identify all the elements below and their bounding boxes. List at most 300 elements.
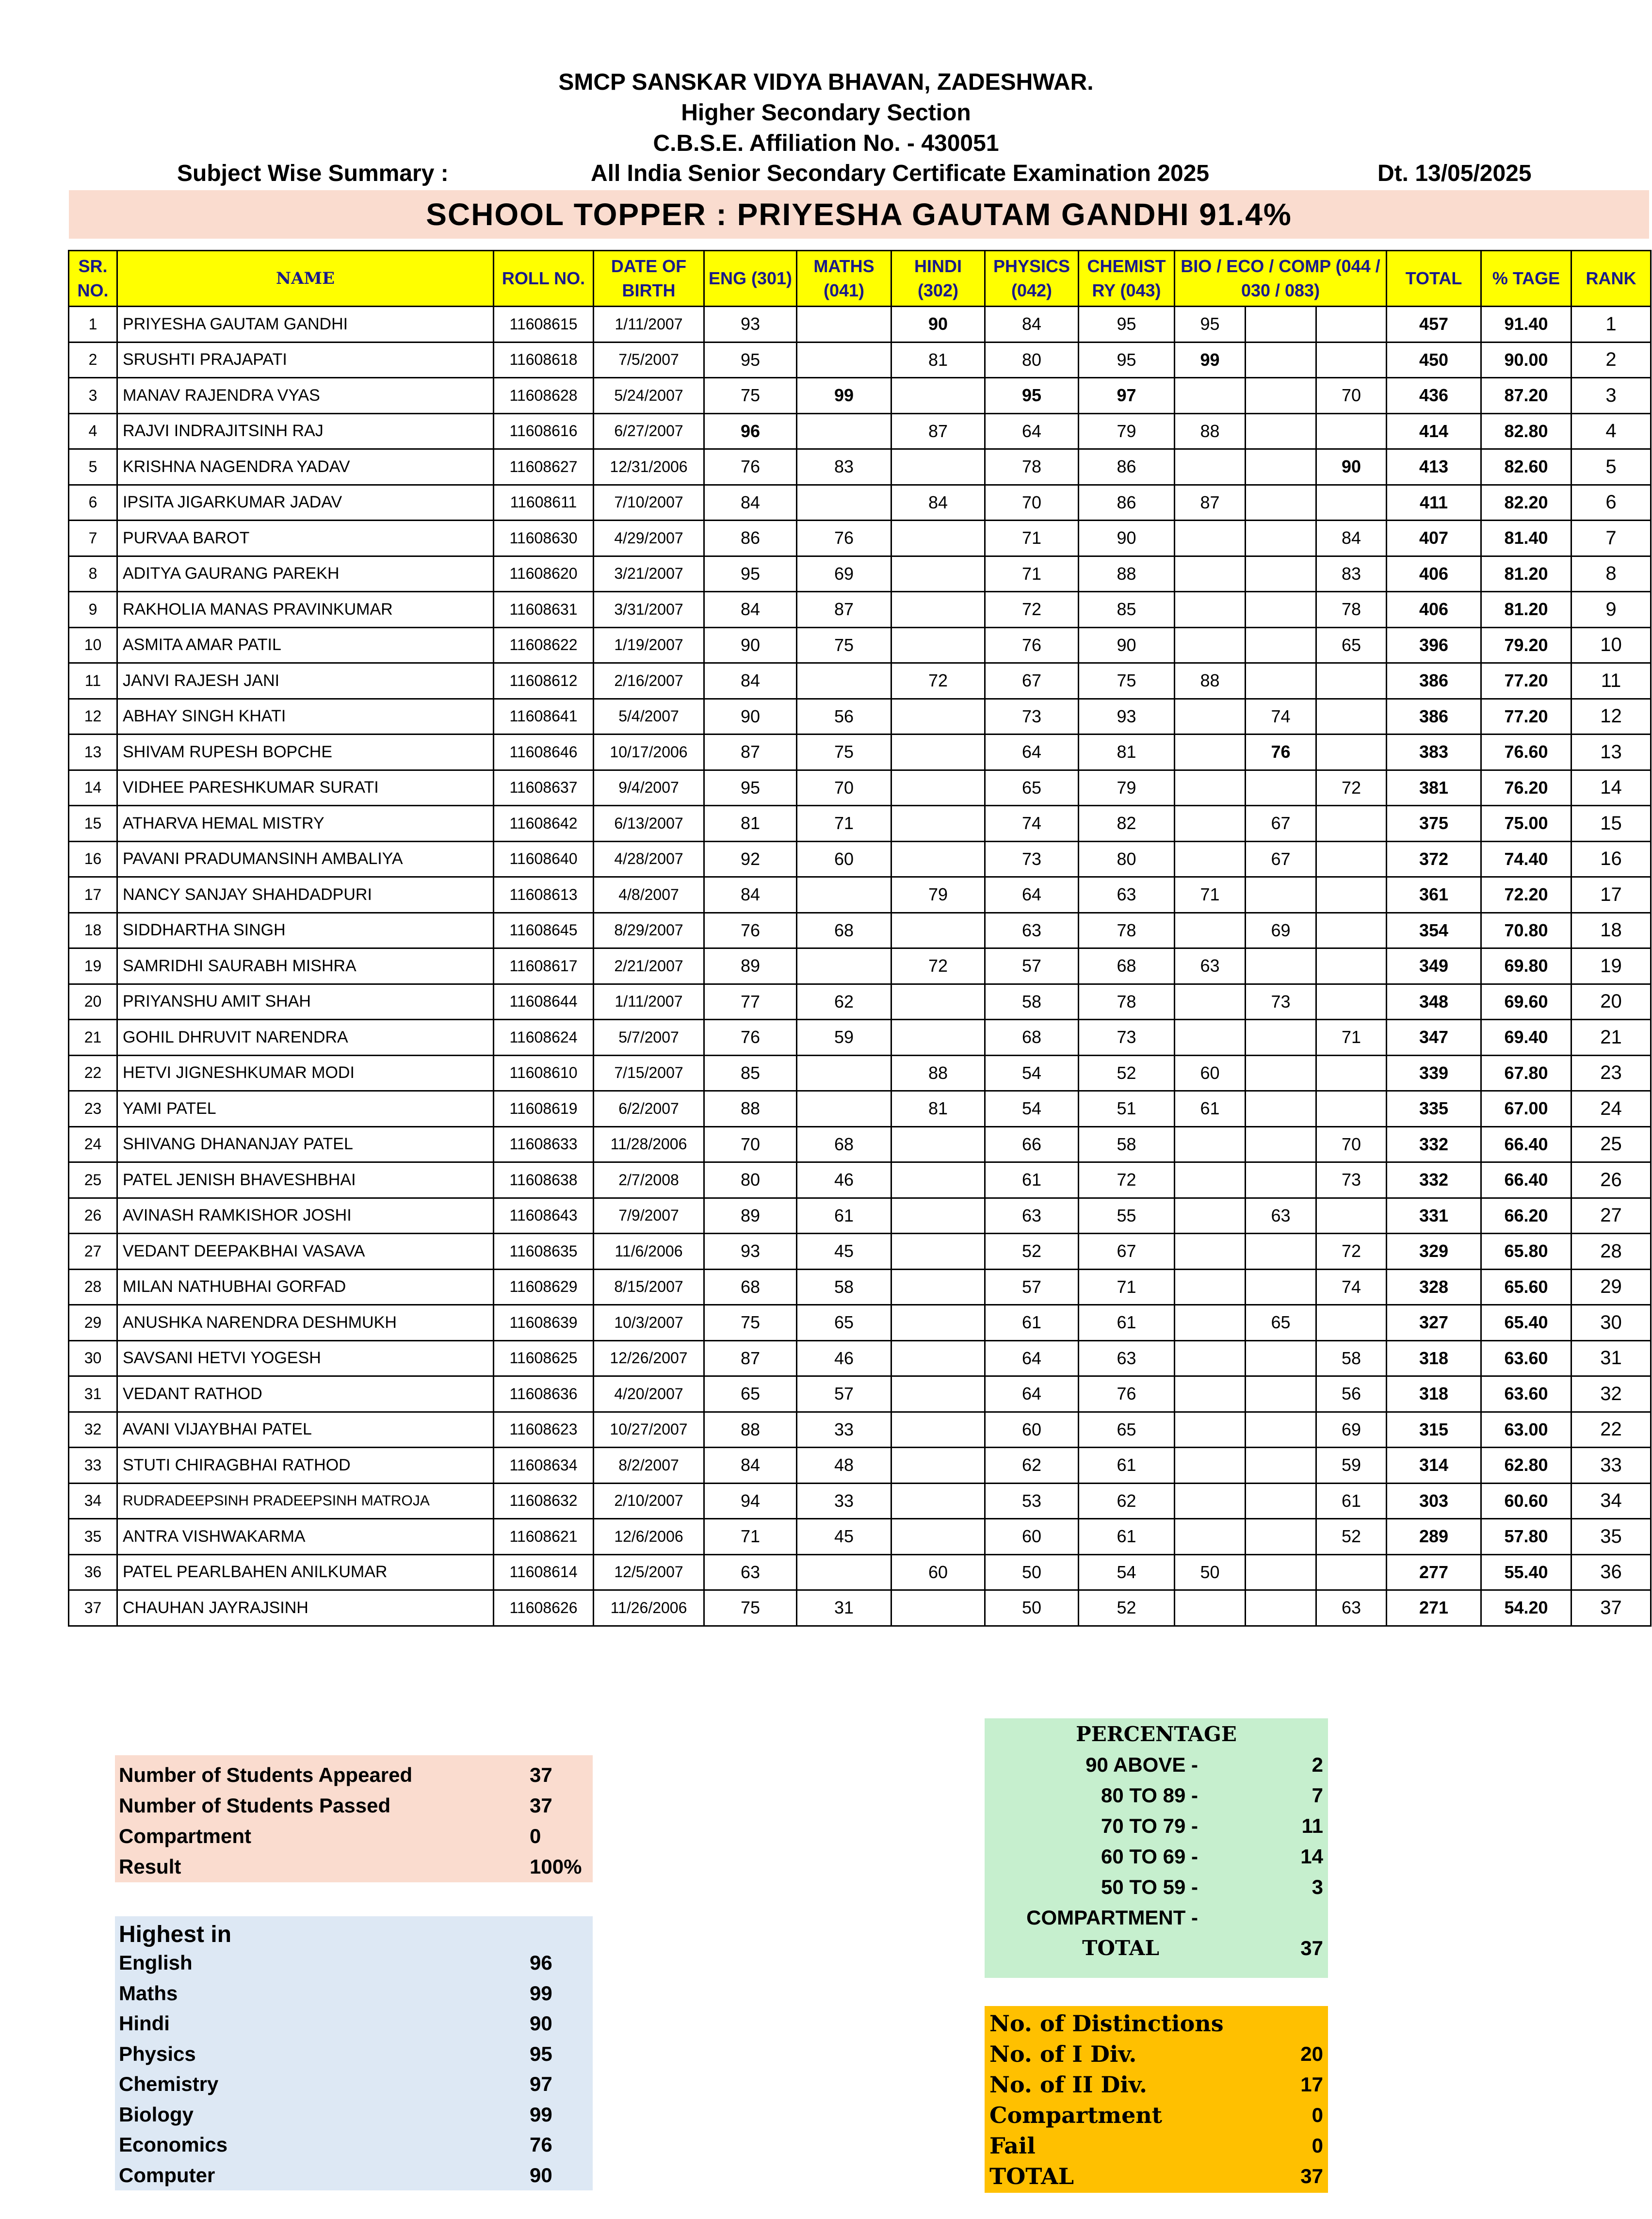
- cell-eco: [1246, 307, 1316, 343]
- cell-pct: 81.20: [1481, 592, 1571, 628]
- result-summary-panel: [115, 1755, 593, 1882]
- cell-sr: 27: [69, 1234, 117, 1270]
- percentage-distribution-panel: [985, 1718, 1328, 1978]
- cell-pct: 60.60: [1481, 1483, 1571, 1519]
- cell-roll: 11608632: [494, 1483, 594, 1519]
- cell-total: 406: [1387, 556, 1481, 592]
- cell-eco: [1246, 1376, 1316, 1412]
- percentage-label: 50 TO 59 -: [1101, 1876, 1198, 1898]
- cell-eco: [1246, 449, 1316, 485]
- cell-sr: 1: [69, 307, 117, 343]
- cell-chem: 54: [1079, 1554, 1175, 1590]
- cell-comp: [1316, 1055, 1387, 1091]
- cell-pct: 81.20: [1481, 556, 1571, 592]
- cell-pct: 79.20: [1481, 627, 1571, 663]
- cell-sr: 21: [69, 1020, 117, 1056]
- cell-eco: [1246, 378, 1316, 414]
- cell-eco: [1246, 485, 1316, 521]
- cell-sr: 35: [69, 1519, 117, 1555]
- cell-comp: [1316, 699, 1387, 734]
- cell-name: ADITYA GAURANG PAREKH: [117, 556, 494, 592]
- highest-value: 76: [530, 2133, 552, 2156]
- cell-physics: 64: [985, 1376, 1079, 1412]
- cell-rank: 21: [1571, 1020, 1651, 1056]
- cell-chem: 97: [1079, 378, 1175, 414]
- cell-hindi: [891, 1234, 985, 1270]
- cell-eco: [1246, 592, 1316, 628]
- cell-rank: 4: [1571, 413, 1651, 449]
- cell-physics: 66: [985, 1126, 1079, 1162]
- cell-eng: 93: [704, 1234, 797, 1270]
- cell-pct: 75.00: [1481, 806, 1571, 842]
- cell-total: 327: [1387, 1305, 1481, 1341]
- cell-total: 372: [1387, 841, 1481, 877]
- cell-roll: 11608613: [494, 877, 594, 913]
- cell-pct: 82.20: [1481, 485, 1571, 521]
- cell-bio: [1175, 1448, 1246, 1484]
- cell-bio: [1175, 1519, 1246, 1555]
- cell-physics: 72: [985, 592, 1079, 628]
- cell-bio: [1175, 734, 1246, 770]
- cell-rank: 1: [1571, 307, 1651, 343]
- cell-physics: 80: [985, 342, 1079, 378]
- summary-label: Compartment: [119, 1825, 252, 1847]
- cell-name: NANCY SANJAY SHAHDADPURI: [117, 877, 494, 913]
- table-row: [69, 913, 1651, 948]
- cell-chem: 78: [1079, 984, 1175, 1020]
- cell-roll: 11608646: [494, 734, 594, 770]
- cell-physics: 54: [985, 1055, 1079, 1091]
- cell-name: SAMRIDHI SAURABH MISHRA: [117, 948, 494, 984]
- cell-hindi: [891, 841, 985, 877]
- cell-eco: [1246, 1340, 1316, 1376]
- cell-name: PRIYESHA GAUTAM GANDHI: [117, 307, 494, 343]
- division-label: Fail: [989, 2133, 1036, 2159]
- cell-physics: 64: [985, 734, 1079, 770]
- cell-comp: 90: [1316, 449, 1387, 485]
- table-row: [69, 307, 1651, 343]
- cell-comp: 52: [1316, 1519, 1387, 1555]
- cell-eng: 80: [704, 1162, 797, 1198]
- cell-eng: 95: [704, 770, 797, 806]
- cell-total: 411: [1387, 485, 1481, 521]
- cell-maths: 33: [797, 1412, 891, 1448]
- cell-comp: [1316, 307, 1387, 343]
- cell-maths: 58: [797, 1269, 891, 1305]
- table-row: [69, 1412, 1651, 1448]
- cell-bio: [1175, 841, 1246, 877]
- cell-roll: 11608640: [494, 841, 594, 877]
- cell-bio: 63: [1175, 948, 1246, 984]
- cell-dob: 7/5/2007: [594, 342, 704, 378]
- cell-name: ASMITA AMAR PATIL: [117, 627, 494, 663]
- exam-title: All India Senior Secondary Certificate Examination 2025: [591, 161, 1210, 186]
- table-row: [69, 877, 1651, 913]
- cell-physics: 64: [985, 877, 1079, 913]
- percentage-value: 14: [1300, 1845, 1323, 1868]
- cell-eco: [1246, 1091, 1316, 1127]
- cell-rank: 35: [1571, 1519, 1651, 1555]
- cell-eng: 84: [704, 877, 797, 913]
- cell-eng: 90: [704, 627, 797, 663]
- cell-chem: 82: [1079, 806, 1175, 842]
- percentage-label: 90 ABOVE -: [1085, 1753, 1198, 1776]
- cell-sr: 18: [69, 913, 117, 948]
- cell-comp: [1316, 1554, 1387, 1590]
- cell-dob: 8/15/2007: [594, 1269, 704, 1305]
- cell-hindi: [891, 1483, 985, 1519]
- division-label: No. of I Div.: [989, 2041, 1137, 2067]
- cell-rank: 12: [1571, 699, 1651, 734]
- cell-eng: 70: [704, 1126, 797, 1162]
- cell-chem: 81: [1079, 734, 1175, 770]
- cell-roll: 11608614: [494, 1554, 594, 1590]
- cell-dob: 5/7/2007: [594, 1020, 704, 1056]
- cell-physics: 78: [985, 449, 1079, 485]
- cell-eco: [1246, 1412, 1316, 1448]
- col-name-header: NAME: [117, 251, 494, 307]
- division-value: 20: [1300, 2042, 1323, 2065]
- cell-eng: 87: [704, 734, 797, 770]
- cell-physics: 57: [985, 1269, 1079, 1305]
- cell-rank: 18: [1571, 913, 1651, 948]
- table-row: [69, 485, 1651, 521]
- highest-label: Physics: [119, 2042, 196, 2065]
- cell-bio: [1175, 627, 1246, 663]
- cell-rank: 25: [1571, 1126, 1651, 1162]
- cell-bio: [1175, 1198, 1246, 1234]
- cell-comp: 65: [1316, 627, 1387, 663]
- cell-rank: 37: [1571, 1590, 1651, 1626]
- col-maths-header: MATHS (041): [797, 251, 891, 307]
- cell-roll: 11608617: [494, 948, 594, 984]
- cell-total: 277: [1387, 1554, 1481, 1590]
- cell-roll: 11608627: [494, 449, 594, 485]
- cell-maths: [797, 948, 891, 984]
- cell-bio: [1175, 1340, 1246, 1376]
- table-row: [69, 734, 1651, 770]
- cell-chem: 95: [1079, 307, 1175, 343]
- cell-chem: 58: [1079, 1126, 1175, 1162]
- cell-name: PATEL JENISH BHAVESHBHAI: [117, 1162, 494, 1198]
- cell-dob: 7/10/2007: [594, 485, 704, 521]
- cell-physics: 63: [985, 913, 1079, 948]
- cell-eng: 76: [704, 1020, 797, 1056]
- cell-chem: 90: [1079, 521, 1175, 556]
- table-row: [69, 1091, 1651, 1127]
- cell-total: 406: [1387, 592, 1481, 628]
- cell-rank: 24: [1571, 1091, 1651, 1127]
- cell-sr: 13: [69, 734, 117, 770]
- cell-name: ATHARVA HEMAL MISTRY: [117, 806, 494, 842]
- school-topper-banner: SCHOOL TOPPER : PRIYESHA GAUTAM GANDHI 91.4%: [69, 190, 1649, 239]
- cell-eco: [1246, 521, 1316, 556]
- affiliation-number: C.B.S.E. Affiliation No. - 430051: [653, 131, 999, 156]
- cell-bio: [1175, 1234, 1246, 1270]
- highest-value: 90: [530, 2163, 552, 2186]
- col-dob-header: DATE OF BIRTH: [594, 251, 704, 307]
- cell-eng: 88: [704, 1412, 797, 1448]
- cell-total: 348: [1387, 984, 1481, 1020]
- cell-maths: [797, 877, 891, 913]
- cell-maths: [797, 307, 891, 343]
- table-row: [69, 1126, 1651, 1162]
- cell-chem: 63: [1079, 877, 1175, 913]
- cell-comp: 69: [1316, 1412, 1387, 1448]
- cell-bio: [1175, 1376, 1246, 1412]
- col-sr-header: SR. NO.: [69, 251, 117, 307]
- cell-roll: 11608618: [494, 342, 594, 378]
- highest-label: Computer: [119, 2163, 215, 2186]
- cell-rank: 33: [1571, 1448, 1651, 1484]
- cell-pct: 82.80: [1481, 413, 1571, 449]
- cell-dob: 8/29/2007: [594, 913, 704, 948]
- cell-physics: 70: [985, 485, 1079, 521]
- highest-value: 96: [530, 1951, 552, 1974]
- percentage-label: 70 TO 79 -: [1101, 1814, 1198, 1837]
- cell-hindi: [891, 1448, 985, 1484]
- cell-bio: [1175, 1126, 1246, 1162]
- cell-eng: 92: [704, 841, 797, 877]
- cell-maths: 75: [797, 734, 891, 770]
- division-summary-panel: [985, 2006, 1328, 2193]
- cell-sr: 16: [69, 841, 117, 877]
- percentage-label: TOTAL: [1082, 1936, 1159, 1960]
- cell-pct: 66.40: [1481, 1162, 1571, 1198]
- cell-roll: 11608637: [494, 770, 594, 806]
- cell-pct: 82.60: [1481, 449, 1571, 485]
- cell-maths: [797, 1554, 891, 1590]
- summary-label: Number of Students Appeared: [119, 1763, 413, 1786]
- cell-eng: 93: [704, 307, 797, 343]
- cell-bio: [1175, 592, 1246, 628]
- cell-hindi: 60: [891, 1554, 985, 1590]
- cell-comp: 72: [1316, 770, 1387, 806]
- cell-dob: 1/11/2007: [594, 984, 704, 1020]
- cell-roll: 11608619: [494, 1091, 594, 1127]
- cell-sr: 34: [69, 1483, 117, 1519]
- cell-rank: 6: [1571, 485, 1651, 521]
- division-label: No. of II Div.: [989, 2072, 1147, 2098]
- cell-hindi: [891, 1126, 985, 1162]
- cell-maths: 62: [797, 984, 891, 1020]
- cell-dob: 6/13/2007: [594, 806, 704, 842]
- cell-eng: 94: [704, 1483, 797, 1519]
- table-row: [69, 984, 1651, 1020]
- table-header-row: [69, 251, 1651, 307]
- cell-eng: 84: [704, 592, 797, 628]
- cell-comp: 56: [1316, 1376, 1387, 1412]
- cell-roll: 11608624: [494, 1020, 594, 1056]
- cell-rank: 19: [1571, 948, 1651, 984]
- cell-chem: 51: [1079, 1091, 1175, 1127]
- cell-dob: 8/2/2007: [594, 1448, 704, 1484]
- cell-eco: [1246, 1234, 1316, 1270]
- cell-total: 303: [1387, 1483, 1481, 1519]
- cell-name: PATEL PEARLBAHEN ANILKUMAR: [117, 1554, 494, 1590]
- cell-bio: 95: [1175, 307, 1246, 343]
- cell-sr: 26: [69, 1198, 117, 1234]
- cell-dob: 12/5/2007: [594, 1554, 704, 1590]
- cell-rank: 30: [1571, 1305, 1651, 1341]
- cell-total: 361: [1387, 877, 1481, 913]
- table-row: [69, 841, 1651, 877]
- cell-maths: 68: [797, 1126, 891, 1162]
- cell-sr: 12: [69, 699, 117, 734]
- summary-value: 0: [530, 1825, 541, 1847]
- cell-bio: [1175, 1412, 1246, 1448]
- cell-roll: 11608612: [494, 663, 594, 699]
- cell-eco: [1246, 1020, 1316, 1056]
- highest-label: Hindi: [119, 2012, 170, 2035]
- cell-pct: 90.00: [1481, 342, 1571, 378]
- summary-label: Subject Wise Summary :: [177, 161, 449, 186]
- cell-bio: [1175, 1305, 1246, 1341]
- cell-comp: [1316, 1091, 1387, 1127]
- percentage-value: 11: [1301, 1814, 1323, 1837]
- cell-total: 318: [1387, 1340, 1481, 1376]
- cell-chem: 61: [1079, 1305, 1175, 1341]
- cell-pct: 77.20: [1481, 663, 1571, 699]
- table-row: [69, 699, 1651, 734]
- cell-dob: 2/16/2007: [594, 663, 704, 699]
- highest-label: Economics: [119, 2133, 228, 2156]
- cell-hindi: [891, 1020, 985, 1056]
- cell-hindi: 88: [891, 1055, 985, 1091]
- cell-chem: 52: [1079, 1055, 1175, 1091]
- cell-rank: 3: [1571, 378, 1651, 414]
- cell-maths: 65: [797, 1305, 891, 1341]
- cell-bio: [1175, 378, 1246, 414]
- cell-roll: 11608645: [494, 913, 594, 948]
- cell-rank: 5: [1571, 449, 1651, 485]
- cell-physics: 95: [985, 378, 1079, 414]
- cell-eco: [1246, 1448, 1316, 1484]
- cell-pct: 81.40: [1481, 521, 1571, 556]
- cell-comp: 83: [1316, 556, 1387, 592]
- cell-chem: 72: [1079, 1162, 1175, 1198]
- table-row: [69, 948, 1651, 984]
- summary-value: 37: [530, 1763, 552, 1786]
- cell-chem: 61: [1079, 1519, 1175, 1555]
- division-label: No. of Distinctions: [989, 2010, 1224, 2037]
- cell-hindi: 72: [891, 663, 985, 699]
- cell-bio: [1175, 1162, 1246, 1198]
- cell-comp: 71: [1316, 1020, 1387, 1056]
- cell-chem: 80: [1079, 841, 1175, 877]
- highest-value: 99: [530, 2103, 552, 2126]
- cell-eco: [1246, 1126, 1316, 1162]
- cell-eng: 84: [704, 485, 797, 521]
- cell-chem: 55: [1079, 1198, 1175, 1234]
- cell-maths: 76: [797, 521, 891, 556]
- col-rank-header: RANK: [1571, 251, 1651, 307]
- cell-name: ANUSHKA NARENDRA DESHMUKH: [117, 1305, 494, 1341]
- table-row: [69, 806, 1651, 842]
- cell-bio: 50: [1175, 1554, 1246, 1590]
- cell-physics: 73: [985, 699, 1079, 734]
- percentage-label: 80 TO 89 -: [1101, 1784, 1198, 1807]
- cell-rank: 10: [1571, 627, 1651, 663]
- summary-value: 37: [530, 1794, 552, 1817]
- cell-chem: 61: [1079, 1448, 1175, 1484]
- cell-eco: [1246, 627, 1316, 663]
- cell-eco: [1246, 1590, 1316, 1626]
- cell-roll: 11608634: [494, 1448, 594, 1484]
- table-row: [69, 770, 1651, 806]
- cell-sr: 17: [69, 877, 117, 913]
- cell-bio: 71: [1175, 877, 1246, 913]
- cell-eco: [1246, 1162, 1316, 1198]
- cell-roll: 11608620: [494, 556, 594, 592]
- table-row: [69, 378, 1651, 414]
- report-date: Dt. 13/05/2025: [1377, 161, 1532, 186]
- cell-total: 383: [1387, 734, 1481, 770]
- cell-rank: 13: [1571, 734, 1651, 770]
- percentage-value: 3: [1312, 1876, 1323, 1898]
- cell-hindi: [891, 378, 985, 414]
- cell-pct: 74.40: [1481, 841, 1571, 877]
- cell-rank: 31: [1571, 1340, 1651, 1376]
- table-row: [69, 1340, 1651, 1376]
- cell-total: 335: [1387, 1091, 1481, 1127]
- highest-label: Maths: [119, 1981, 178, 2005]
- cell-physics: 65: [985, 770, 1079, 806]
- cell-total: 436: [1387, 378, 1481, 414]
- cell-physics: 73: [985, 841, 1079, 877]
- cell-rank: 26: [1571, 1162, 1651, 1198]
- results-table: [68, 250, 1652, 1627]
- cell-maths: 99: [797, 378, 891, 414]
- cell-hindi: [891, 1269, 985, 1305]
- cell-roll: 11608615: [494, 307, 594, 343]
- cell-eco: 69: [1246, 913, 1316, 948]
- cell-physics: 53: [985, 1483, 1079, 1519]
- cell-comp: [1316, 877, 1387, 913]
- cell-maths: 83: [797, 449, 891, 485]
- cell-maths: 71: [797, 806, 891, 842]
- cell-eco: [1246, 663, 1316, 699]
- cell-comp: [1316, 413, 1387, 449]
- cell-comp: [1316, 948, 1387, 984]
- cell-dob: 5/24/2007: [594, 378, 704, 414]
- cell-rank: 29: [1571, 1269, 1651, 1305]
- cell-sr: 25: [69, 1162, 117, 1198]
- cell-total: 396: [1387, 627, 1481, 663]
- cell-eco: 65: [1246, 1305, 1316, 1341]
- cell-chem: 78: [1079, 913, 1175, 948]
- table-row: [69, 1305, 1651, 1341]
- cell-dob: 4/20/2007: [594, 1376, 704, 1412]
- cell-maths: 46: [797, 1162, 891, 1198]
- cell-dob: 6/27/2007: [594, 413, 704, 449]
- table-row: [69, 1020, 1651, 1056]
- cell-sr: 29: [69, 1305, 117, 1341]
- cell-sr: 9: [69, 592, 117, 628]
- cell-hindi: 87: [891, 413, 985, 449]
- cell-physics: 64: [985, 413, 1079, 449]
- cell-chem: 73: [1079, 1020, 1175, 1056]
- col-percentage-header: % TAGE: [1481, 251, 1571, 307]
- cell-maths: 31: [797, 1590, 891, 1626]
- cell-eng: 89: [704, 1198, 797, 1234]
- cell-total: 332: [1387, 1162, 1481, 1198]
- cell-dob: 11/26/2006: [594, 1590, 704, 1626]
- cell-sr: 3: [69, 378, 117, 414]
- cell-comp: [1316, 342, 1387, 378]
- cell-rank: 16: [1571, 841, 1651, 877]
- cell-bio: [1175, 984, 1246, 1020]
